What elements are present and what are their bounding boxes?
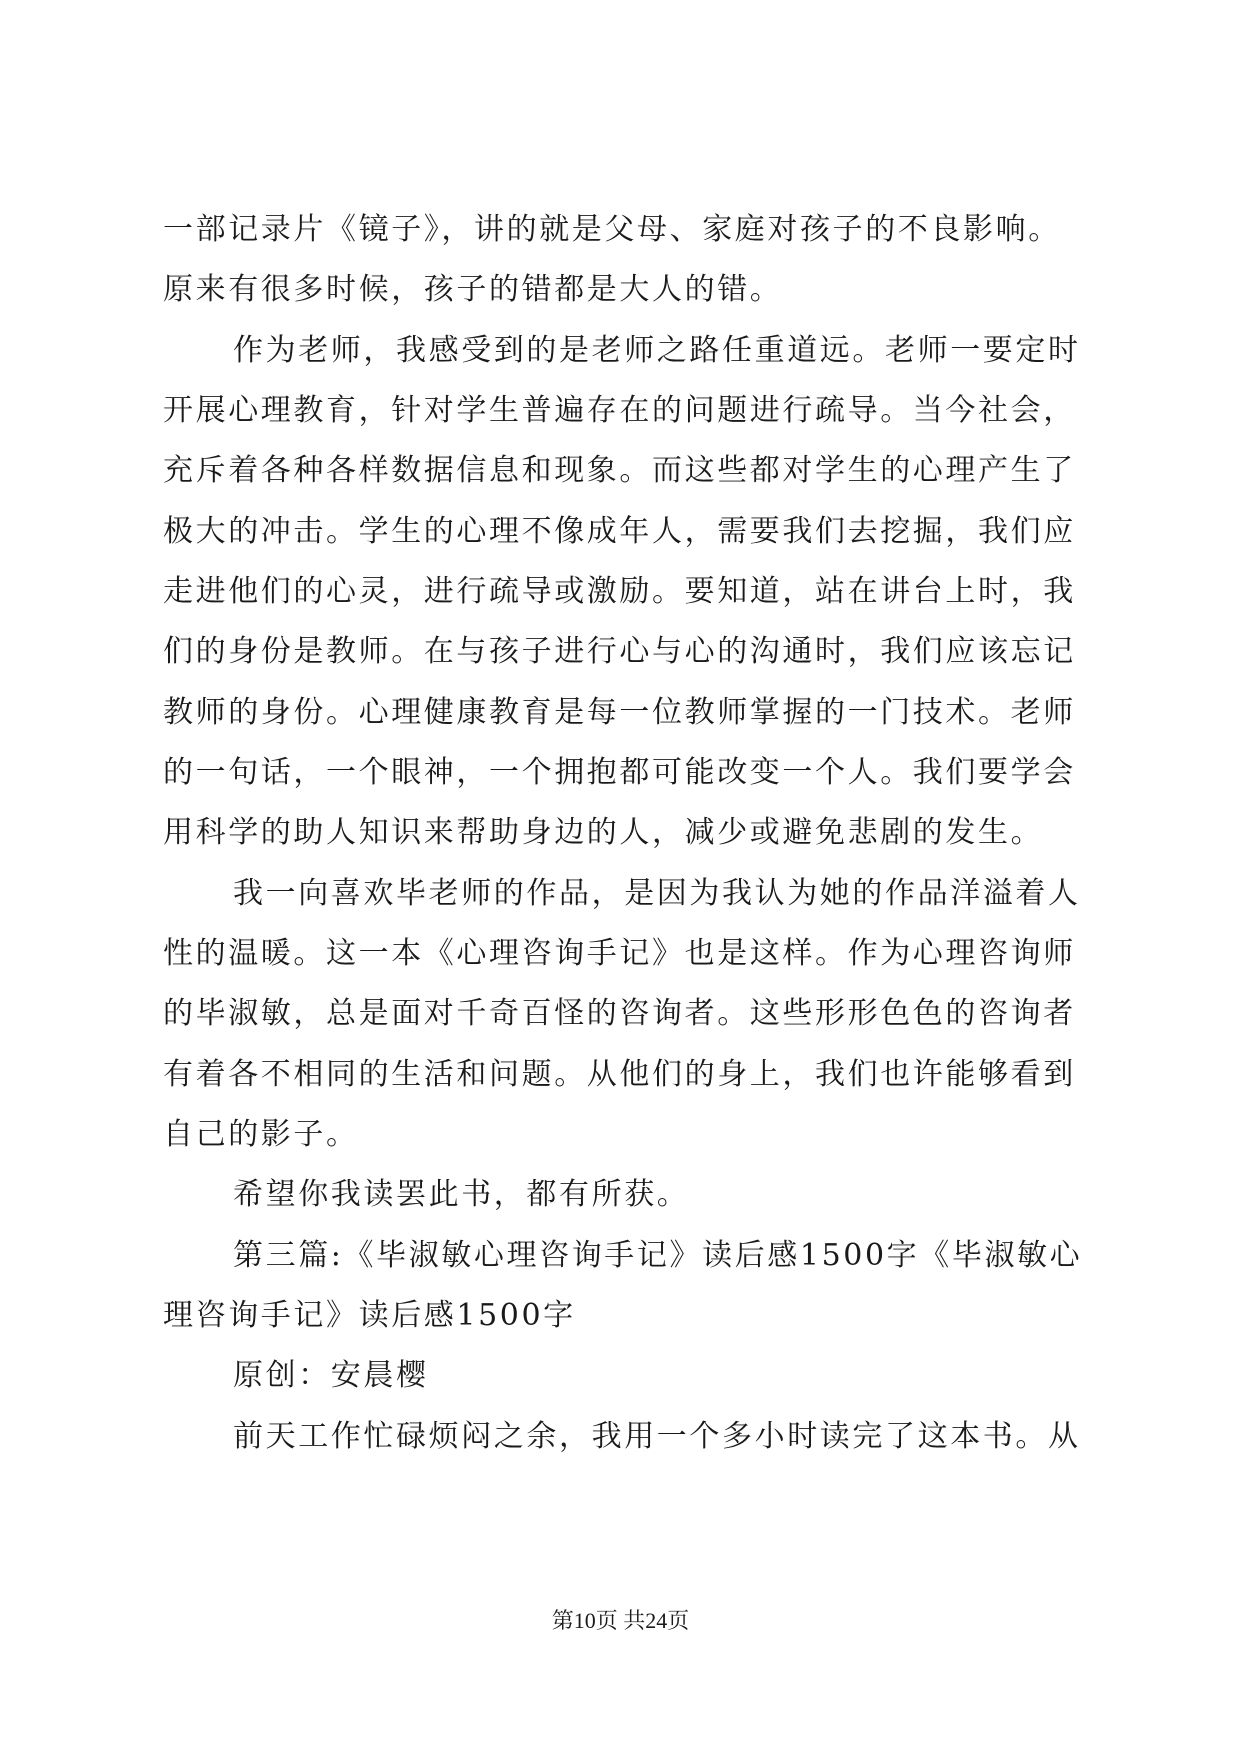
paragraph-start-line: 前天工作忙碌烦闷之余，我用一个多小时读完了这本书。从 — [233, 1419, 1081, 1454]
section-heading-line: 第三篇:《毕淑敏心理咨询手记》读后感1500字《毕淑敏心 — [233, 1238, 1083, 1273]
text-line: 的一句话，一个眼神，一个拥抱都可能改变一个人。我们要学会 — [163, 755, 1076, 790]
paragraph-start-line: 我一向喜欢毕老师的作品，是因为我认为她的作品洋溢着人 — [233, 876, 1081, 911]
text-line: 开展心理教育，针对学生普遍存在的问题进行疏导。当今社会， — [163, 393, 1076, 428]
text-line: 极大的冲击。学生的心理不像成年人，需要我们去挖掘，我们应 — [163, 514, 1076, 549]
text-line: 们的身份是教师。在与孩子进行心与心的沟通时，我们应该忘记 — [163, 634, 1076, 669]
text-line: 原来有很多时候，孩子的错都是大人的错。 — [163, 272, 783, 307]
text-line: 性的温暖。这一本《心理咨询手记》也是这样。作为心理咨询师 — [163, 936, 1076, 971]
text-line: 用科学的助人知识来帮助身边的人，减少或避免悲剧的发生。 — [163, 815, 1044, 850]
text-line: 教师的身份。心理健康教育是每一位教师掌握的一门技术。老师 — [163, 695, 1076, 730]
paragraph-start-line: 希望你我读罢此书，都有所获。 — [233, 1177, 690, 1212]
text-line: 的毕淑敏，总是面对千奇百怪的咨询者。这些形形色色的咨询者 — [163, 996, 1076, 1031]
text-line: 自己的影子。 — [163, 1117, 359, 1152]
text-line: 一部记录片《镜子》，讲的就是父母、家庭对孩子的不良影响。 — [163, 212, 1061, 247]
text-line: 有着各不相同的生活和问题。从他们的身上，我们也许能够看到 — [163, 1057, 1076, 1092]
paragraph-start-line: 作为老师，我感受到的是老师之路任重道远。老师一要定时 — [233, 333, 1081, 368]
section-heading-line: 理咨询手记》读后感1500字 — [163, 1298, 576, 1333]
text-line: 走进他们的心灵，进行疏导或激励。要知道，站在讲台上时，我 — [163, 574, 1076, 609]
page-number-footer: 第10页 共24页 — [551, 1608, 690, 1633]
text-line: 充斥着各种各样数据信息和现象。而这些都对学生的心理产生了 — [163, 453, 1076, 488]
author-line: 原创：安晨樱 — [233, 1358, 429, 1393]
